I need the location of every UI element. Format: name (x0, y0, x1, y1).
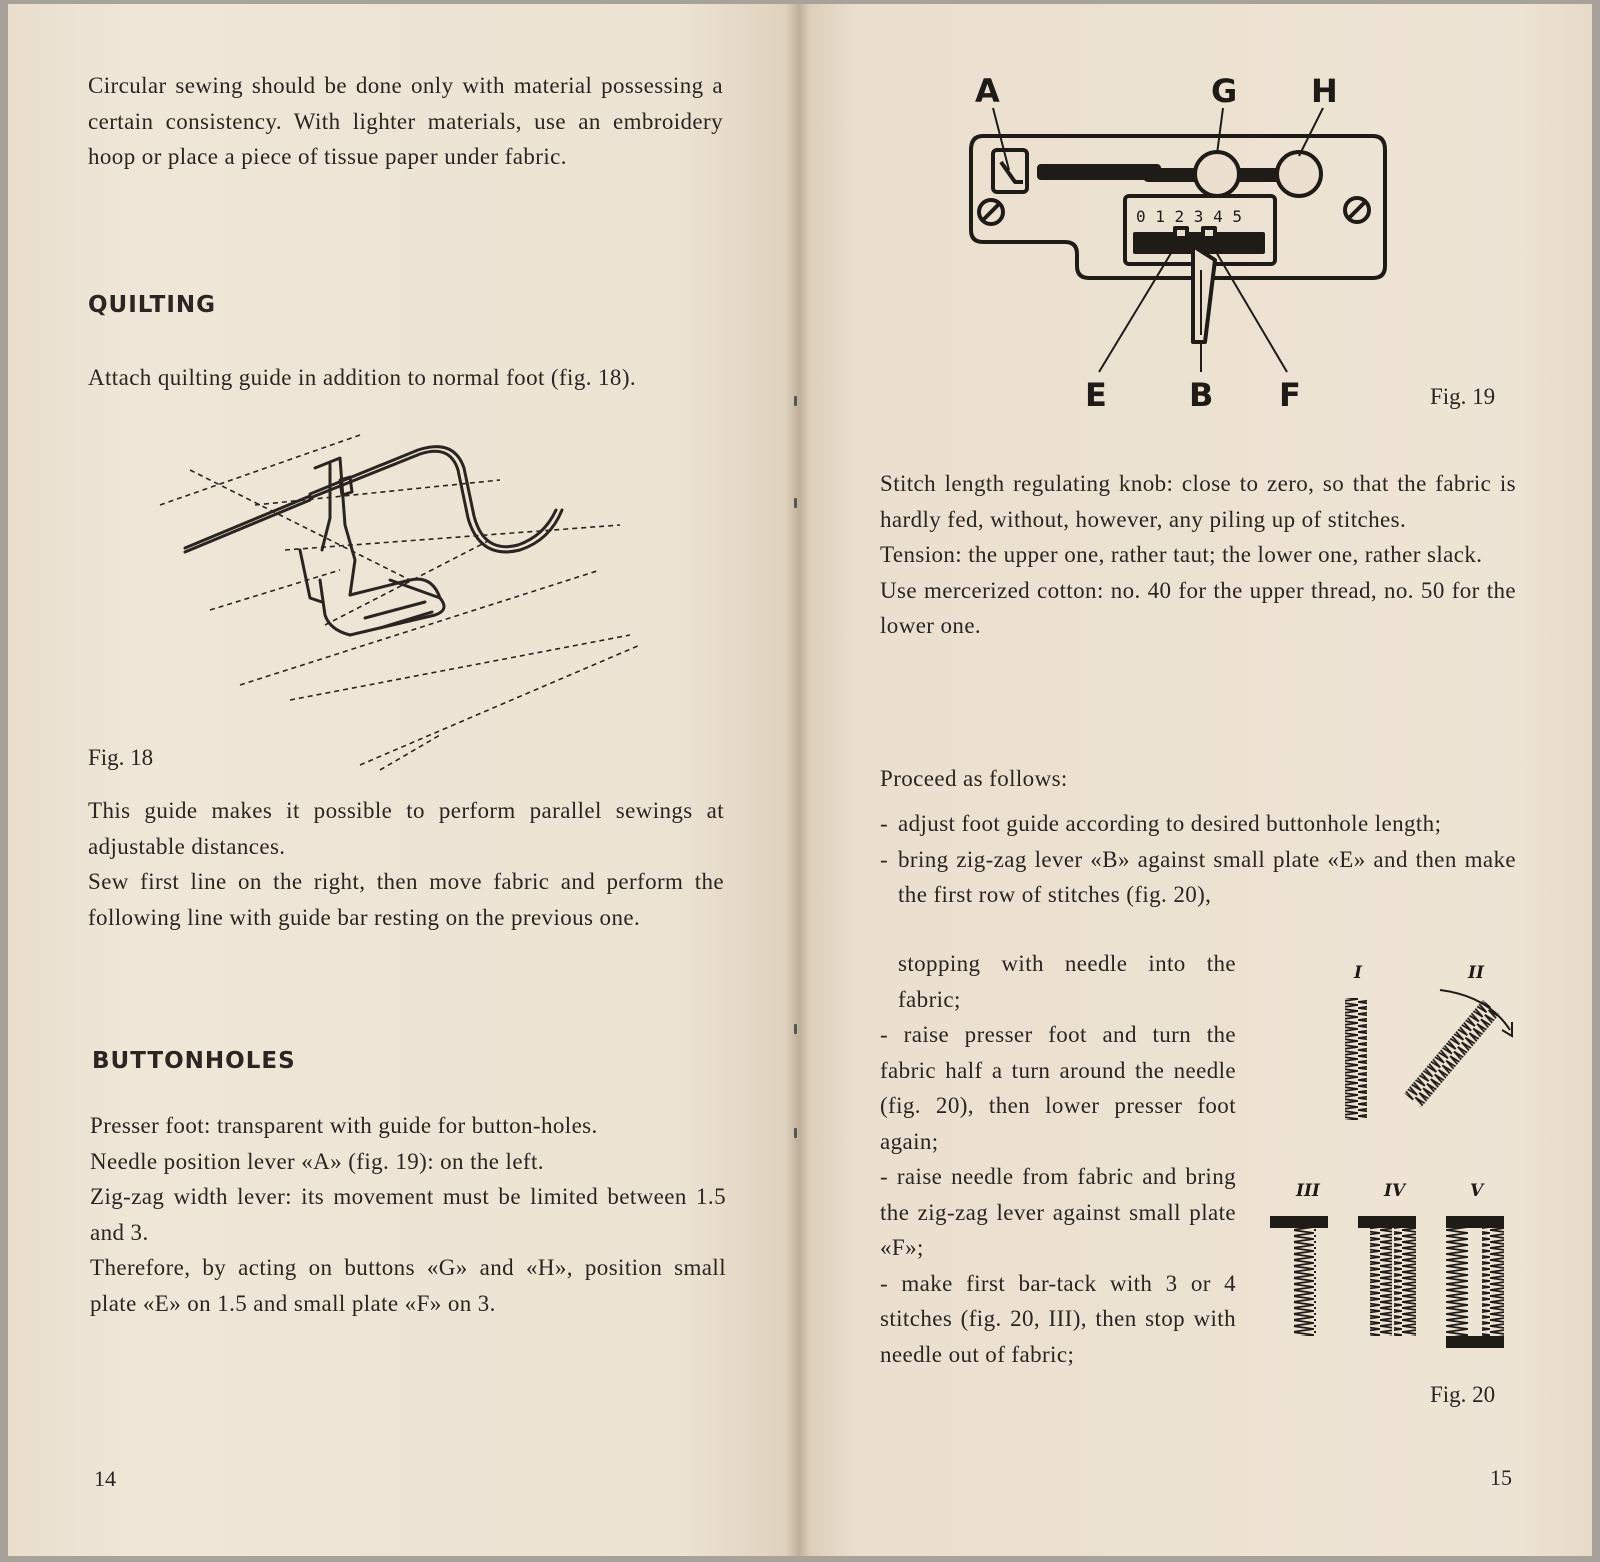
page-number-right: 15 (1490, 1465, 1512, 1490)
machine-settings (880, 466, 1516, 644)
steps-full-width (880, 806, 1516, 913)
binding-staple (794, 1128, 797, 1138)
quilting-body-line: Sew first line on the right, then move fabric and perform the following line with guide bar resting on the previous one. (88, 869, 724, 930)
label-h: H (1311, 72, 1338, 110)
label-b: B (1189, 376, 1214, 414)
settings-line: Use mercerized cotton: no. 40 for the upper thread, no. 50 for the lower one. (880, 577, 1516, 638)
fig19-scale: 0 1 2 3 4 5 (1136, 207, 1242, 226)
buttonholes-body (90, 1108, 726, 1321)
quilting-body-line: This guide makes it possible to perform parallel sewings at adjustable distances. (88, 798, 724, 859)
buttonholes-body-line: Therefore, by acting on buttons «G» and «H», position small plate «E» on 1.5 and small plate «F» on 3. (90, 1255, 726, 1316)
steps-narrow (880, 946, 1236, 1372)
circular-sewing-paragraph: Circular sewing should be done only with material possessing a certain consistency. With lighter materials, use an embroidery hoop or place a piece of tissue paper under fabric. (88, 73, 723, 169)
binding-staple (794, 396, 797, 406)
stage-label-ii: II (1468, 963, 1484, 983)
quilting-heading: QUILTING (88, 292, 217, 318)
stage-label-v: V (1470, 1181, 1484, 1201)
step-item: - adjust foot guide according to desired buttonhole length; (880, 806, 1516, 842)
label-e: E (1085, 376, 1107, 414)
step-item: - make first bar-tack with 3 or 4 stitches (fig. 20, III), then stop with needle out of fabric; (880, 1270, 1236, 1367)
fig18-quilting-foot-illustration (150, 430, 670, 790)
label-f: F (1279, 376, 1301, 414)
fig19-caption: Fig. 19 (1430, 384, 1496, 409)
label-a: A (975, 72, 1000, 110)
buttonholes-body-line: Needle position lever «A» (fig. 19): on the left. (90, 1148, 544, 1174)
quilting-attach-paragraph: Attach quilting guide in addition to normal foot (fig. 18). (88, 365, 637, 390)
binding-staple (794, 498, 797, 508)
stage-label-iv: IV (1384, 1181, 1406, 1201)
stage-label-iii: III (1296, 1181, 1320, 1201)
buttonholes-heading: BUTTONHOLES (92, 1048, 296, 1074)
page-number-left: 14 (94, 1466, 116, 1491)
fig19-control-panel-illustration (965, 70, 1525, 430)
buttonholes-body-line: Zig-zag width lever: its movement must be limited between 1.5 and 3. (90, 1184, 726, 1245)
settings-line: Stitch length regulating knob: close to zero, so that the fabric is hardly fed, without, however, any piling up of stitches. (880, 471, 1516, 532)
book-gutter (786, 4, 810, 1556)
step-item: - raise presser foot and turn the fabric half a turn around the needle (fig. 20), then lower presser foot again; (880, 1022, 1236, 1154)
settings-line: Tension: the upper one, rather taut; the lower one, rather slack. (880, 542, 1483, 567)
step-continuation: stopping with needle into the fabric; (898, 951, 1236, 1012)
buttonholes-body-line: Presser foot: transparent with guide for button-holes. (90, 1113, 598, 1138)
quilting-body (88, 793, 724, 935)
binding-staple (794, 1024, 797, 1034)
fig20-caption: Fig. 20 (1430, 1382, 1496, 1407)
fig18-caption: Fig. 18 (88, 745, 154, 770)
stage-label-i: I (1354, 963, 1362, 983)
step-item: - bring zig-zag lever «B» against small plate «E» and then make the first row of stitches (fig. 20), (880, 842, 1516, 913)
label-g: G (1211, 72, 1238, 110)
step-item: - raise needle from fabric and bring the zig-zag lever against small plate «F»; (880, 1164, 1236, 1260)
fig20-buttonhole-stages-illustration (1270, 960, 1540, 1380)
proceed-heading: Proceed as follows: (880, 766, 1068, 791)
